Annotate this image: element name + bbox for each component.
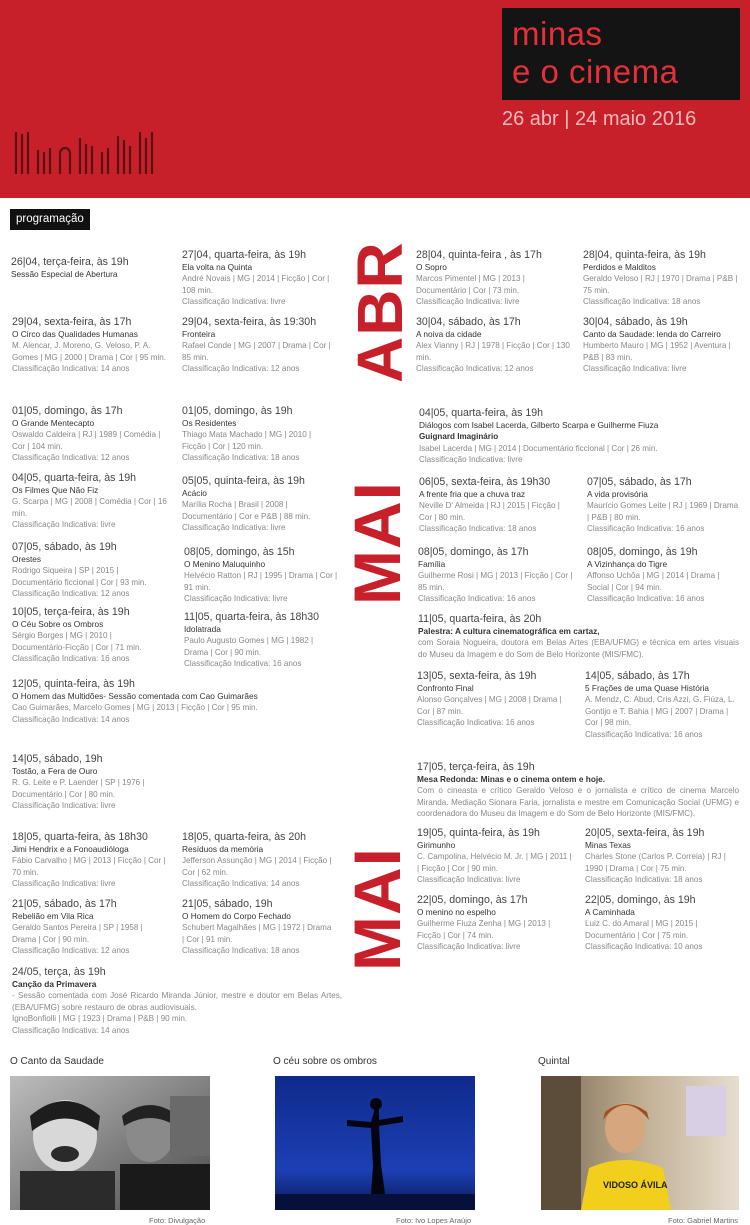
programacao-label: programação (10, 209, 90, 230)
event-detail-line: Classificação Indicativa: 12 anos (12, 589, 130, 599)
event-detail-line: com Soraia Nogueira, doutora em Belas Artes (EBA/UFMG) e técnica em artes visuais do Museu da Imagem e do Som de Belo Horizonte (MIS/FMC). (418, 638, 739, 659)
event-title: O Homem do Corpo Fechado (182, 911, 291, 921)
event-detail-line: Luiz C. do Amaral | MG | 2015 | (585, 919, 698, 929)
event-datetime: 08|05, domingo, às 17h (418, 546, 529, 558)
event-datetime: 18|05, quarta-feira, às 18h30 (12, 831, 148, 843)
event-detail-line: Rafael Conde | MG | 2007 | Drama | Cor | (182, 341, 331, 351)
event-title: Idolatrada (184, 624, 221, 634)
event-detail-line: | Ficção | Cor | 90 min. (417, 863, 498, 873)
event-detail-line: Guilherme Fiuza Zenha | MG | 2013 | (417, 919, 551, 929)
event-32 (417, 761, 739, 820)
event-datetime: 10|05, terça-feira, às 19h (12, 606, 130, 618)
event-datetime: 24/05, terça, às 19h (12, 966, 106, 978)
event-title: Confronto Final (417, 683, 474, 693)
event-datetime: 05|05, quinta-feira, às 19h (182, 475, 305, 487)
event-detail-line: Classificação Indicativa: 12 anos (12, 453, 130, 463)
event-detail-line: Classificação Indicativa: livre (583, 364, 687, 374)
event-datetime: 27|04, quarta-feira, às 19h (182, 249, 307, 261)
event-title: Canção da Primavera (12, 979, 97, 989)
photo-caption-3: Quintal (538, 1056, 570, 1067)
event-15 (12, 606, 170, 665)
event-detail-line: Classificação Indicativa: livre (182, 523, 286, 533)
event-detail-line: 91 min. (184, 582, 211, 592)
event-30 (182, 898, 338, 957)
event-detail-line: Classificação Indicativa: 14 anos (12, 714, 130, 724)
event-3 (12, 316, 172, 375)
event-13 (12, 541, 170, 600)
event-datetime: 17|05, terça-feira, às 19h (417, 761, 535, 773)
event-detail-line: Classificação Indicativa: 16 anos (585, 729, 703, 739)
photo-caption-1: O Canto da Saudade (10, 1056, 104, 1067)
event-title: Família (418, 559, 446, 569)
event-detail-line: A. Mendz, C. Abud, Cris Azzi, G. Fiúza, L. (585, 695, 735, 705)
event-detail-line: Classificação Indicativa: livre (417, 942, 521, 952)
event-datetime: 30|04, sábado, às 17h (416, 316, 521, 328)
event-detail-line: Classificação Indicativa: livre (416, 297, 520, 307)
event-datetime: 29|04, sexta-feira, às 19:30h (182, 316, 317, 328)
event-title: Jimi Hendrix e a Fonoaudióloga (12, 844, 129, 854)
event-detail-line: Classificação Indicativa: livre (12, 520, 116, 530)
event-detail-line: Geraldo Veloso | RJ | 1970 | Drama | P&B | (583, 274, 738, 284)
event-detail-line: Marília Rocha | Brasil | 2008 | (182, 500, 288, 510)
event-detail-line: Classificação Indicativa: 18 anos (585, 875, 703, 885)
event-25 (585, 670, 739, 740)
event-detail-line: Affonso Uchôa | MG | 2014 | Drama | (587, 571, 720, 581)
event-detail-line: Classificação Indicativa: 10 anos (585, 942, 703, 952)
event-title: A frente fria que a chuva traz (419, 489, 526, 499)
event-16 (184, 611, 340, 670)
event-23 (418, 613, 739, 660)
event-detail-line: | P&B | 80 min. (587, 512, 641, 522)
event-detail-line: Neville D' Almeida | RJ | 2015 | Ficção | (419, 501, 560, 511)
festival-dates: 26 abr | 24 maio 2016 (502, 108, 697, 130)
event-detail-line: Classificação Indicativa: 18 anos (182, 453, 300, 463)
event-detail-line: 108 min. (182, 285, 214, 295)
event-datetime: 13|05, sexta-feira, às 19h (417, 670, 537, 682)
title-box (502, 8, 740, 100)
event-detail-line: C. Campolina, Helvécio M. Jr. | MG | 2011 | (417, 852, 572, 862)
event-detail-line: M. Alencar, J. Moreno, G. Veloso, P. A. (12, 341, 151, 351)
event-datetime: 07|05, sábado, às 17h (587, 476, 692, 488)
event-title: Diálogos com Isabel Lacerda, Gilberto Scarpa e Guilherme Fiuza (419, 420, 659, 430)
event-detail-line: G. Scarpa | MG | 2008 | Comédia | Cor | 16 (12, 497, 167, 507)
event-27 (12, 831, 170, 890)
event-detail-line: Geraldo Santos Pereira | SP | 1958 | (12, 923, 143, 933)
event-datetime: 20|05, sexta-feira, às 19h (585, 827, 705, 839)
event-detail-line: Classificação Indicativa: livre (12, 801, 116, 811)
event-title: Os Filmes Que Não Fiz (12, 485, 99, 495)
event-detail-line: IgnoBonfiolli | MG | 1923 | Drama | P&B | 90 min. (12, 1014, 188, 1024)
event-detail-line: Documentário-Ficção | Cor | 71 min. (12, 642, 142, 652)
event-datetime: 01|05, domingo, às 19h (182, 405, 293, 417)
event-31 (12, 966, 342, 1036)
month-label-mai-1: MAI (340, 481, 414, 605)
event-detail-line: P&B | 83 min. (583, 352, 633, 362)
event-datetime: 21|05, sábado, 19h (182, 898, 273, 910)
event-detail-line: Ficção | Cor | 120 min. (182, 441, 264, 451)
event-datetime: 21|05, sábado, às 17h (12, 898, 117, 910)
event-title: Fronteira (182, 329, 216, 339)
event-detail-line: Isabel Lacerda | MG | 2014 | Documentário ficcional | Cor | 26 min. (419, 443, 658, 453)
event-detail-line: Classificação Indicativa: 12 anos (416, 364, 534, 374)
event-detail-line: Classificação Indicativa: 18 anos (419, 524, 537, 534)
event-detail-line: Classificação Indicativa: 16 anos (587, 594, 705, 604)
event-detail-line: Classificação Indicativa: 16 anos (184, 659, 302, 669)
event-title: Resíduos da memória (182, 844, 264, 854)
event-5 (416, 249, 572, 308)
event-detail-line: Sérgio Borges | MG | 2010 | (12, 631, 112, 641)
month-label-abr: ABR (344, 241, 416, 383)
event-7 (416, 316, 572, 375)
event-title: O Menino Maluquinho (184, 559, 266, 569)
event-detail-line: Guignard Imaginário (419, 432, 499, 442)
event-detail-line: Classificação Indicativa: livre (417, 875, 521, 885)
event-1 (11, 256, 171, 280)
event-detail-line: Classificação Indicativa: livre (419, 455, 523, 465)
event-detail-line: Classificação Indicativa: 16 anos (12, 654, 130, 664)
photo-quintal (541, 1076, 739, 1210)
film-strip-logo (12, 128, 162, 178)
photo-canto-da-saudade (10, 1076, 210, 1210)
event-title: O Céu Sobre os Ombros (12, 619, 104, 629)
event-26 (12, 753, 170, 812)
event-detail-line: André Novais | MG | 2014 | Ficção | Cor | (182, 274, 330, 284)
event-29 (12, 898, 170, 957)
event-title: Sessão Especial de Abertura (11, 269, 118, 279)
event-detail-line: Marcos Pimentel | MG | 2013 | (416, 274, 525, 284)
event-35 (417, 894, 577, 953)
event-title: Acácio (182, 488, 207, 498)
event-28 (182, 831, 338, 890)
photo-shirt-text: VIDOSO ÁVILA (603, 1180, 668, 1190)
event-detail-line: Documentário | Cor e P&B | 88 min. (182, 511, 311, 521)
event-detail-line: Drama | Cor | 90 min. (12, 934, 90, 944)
event-datetime: 28|04, quinta-feira , às 17h (416, 249, 542, 261)
photo-ceu-sobre-os-ombros (275, 1076, 475, 1210)
header-banner (0, 0, 750, 198)
event-detail-line: Classificação Indicativa: livre (182, 297, 286, 307)
event-detail-line: Cor | 62 min. (182, 867, 229, 877)
event-title: 5 Frações de uma Quase História (585, 683, 710, 693)
event-detail-line: Alonso Gonçalves | MG | 2008 | Drama | (417, 695, 562, 705)
event-datetime: 11|05, quarta-feira, às 20h (418, 613, 542, 625)
event-detail-line: 75 min. (583, 285, 610, 295)
event-datetime: 11|05, quarta-feira, às 18h30 (184, 611, 320, 623)
event-11 (12, 472, 170, 531)
event-9 (12, 405, 170, 464)
event-detail-line: Classificação Indicativa: 14 anos (12, 364, 130, 374)
event-detail-line: Classificação Indicativa: 12 anos (12, 946, 130, 956)
event-detail-line: Documentário | Cor | 75 min. (585, 930, 689, 940)
event-datetime: 08|05, domingo, às 19h (587, 546, 698, 558)
event-33 (417, 827, 577, 886)
event-detail-line: - Sessão comentada com José Ricardo Miranda Júnior, mestre e doutor em Belas Artes, (EBA/UFMG) sobre restauro de obras audiovisuais. (12, 991, 342, 1012)
event-detail-line: Charles Stone (Carlos P. Correia) | RJ | (585, 852, 726, 862)
event-title: A Caminhada (585, 907, 635, 917)
event-datetime: 14|05, sábado, 19h (12, 753, 103, 765)
event-title: Palestra: A cultura cinematográfica em cartaz, (418, 626, 600, 636)
event-8 (583, 316, 739, 375)
event-datetime: 22|05, domingo, às 19h (585, 894, 696, 906)
event-detail-line: 70 min. (12, 867, 39, 877)
event-detail-line: Classificação Indicativa: 12 anos (182, 364, 300, 374)
event-detail-line: 85 min. (418, 582, 445, 592)
event-detail-line: Documentário | Cor | 80 min. (12, 789, 116, 799)
event-detail-line: Alex Vianny | RJ | 1978 | Ficção | Cor | 130 (416, 341, 570, 351)
event-detail-line: R. G. Leite e P. Laender | SP | 1976 | (12, 778, 145, 788)
event-34 (585, 827, 739, 886)
event-detail-line: Classificação Indicativa: 18 anos (583, 297, 701, 307)
event-detail-line: Classificação Indicativa: 14 anos (182, 879, 300, 889)
event-detail-line: Documentário ficcional | Cor | 93 min. (12, 577, 147, 587)
event-title: Minas Texas (585, 840, 631, 850)
event-detail-line: Guilherme Rosi | MG | 2013 | Ficção | Cor | (418, 571, 573, 581)
event-detail-line: Documentário | Cor | 73 min. (416, 285, 520, 295)
event-datetime: 29|04, sexta-feira, às 17h (12, 316, 132, 328)
event-datetime: 19|05, quinta-feira, às 19h (417, 827, 540, 839)
event-title: Tostão, a Fera de Ouro (12, 766, 98, 776)
event-datetime: 04|05, quarta-feira, às 19h (12, 472, 137, 484)
event-title: O Grande Mentecapto (12, 418, 95, 428)
photo-credit-3: Foto: Gabriel Martins (668, 1216, 739, 1225)
event-title: Perdidos e Malditos (583, 262, 656, 272)
event-22 (587, 546, 739, 605)
event-detail-line: Cor | 104 min. (12, 441, 63, 451)
event-detail-line: min. (416, 352, 432, 362)
event-datetime: 06|05, sexta-feira, às 19h30 (419, 476, 551, 488)
event-datetime: 07|05, sábado, às 19h (12, 541, 117, 553)
event-36 (585, 894, 739, 953)
event-detail-line: Drama | Cor | 90 min. (184, 647, 262, 657)
event-datetime: 12|05, quinta-feira, às 19h (12, 678, 135, 690)
event-detail-line: Classificação Indicativa: 18 anos (182, 946, 300, 956)
event-detail-line: 1990 | Drama | Cor | 75 min. (585, 863, 687, 873)
event-title: Rebelião em Vila Rica (12, 911, 94, 921)
event-detail-line: Humberto Mauro | MG | 1952 | Aventura | (583, 341, 731, 351)
event-detail-line: Thiago Mata Machado | MG | 2010 | (182, 430, 312, 440)
event-4 (182, 316, 338, 375)
event-datetime: 28|04, quinta-feira, às 19h (583, 249, 706, 261)
event-datetime: 14|05, sábado, às 17h (585, 670, 690, 682)
event-detail-line: min. (12, 508, 28, 518)
event-datetime: 22|05, domingo, às 17h (417, 894, 528, 906)
event-detail-line: Ficção | Cor | 74 min. (417, 930, 494, 940)
event-detail-line: Cao Guimarães, Marcelo Gomes | MG | 2013 | Ficção | Cor | 95 min. (12, 703, 258, 713)
event-6 (583, 249, 739, 308)
event-14 (184, 546, 340, 605)
event-datetime: 08|05, domingo, às 15h (184, 546, 295, 558)
event-24 (417, 670, 577, 729)
event-datetime: 30|04, sábado, às 19h (583, 316, 688, 328)
event-detail-line: | Cor | 91 min. (182, 934, 233, 944)
event-detail-line: Jefferson Assunção | MG | 2014 | Ficção | (182, 856, 332, 866)
event-2 (182, 249, 340, 308)
event-title: A Vizinhança do Tigre (587, 559, 668, 569)
event-detail-line: Gontijo e T. Bahia | MG | 2007 | Drama | (585, 706, 729, 716)
event-detail-line: Classificação Indicativa: 16 anos (418, 594, 536, 604)
event-title: Girimunho (417, 840, 456, 850)
event-detail-line: Classificação Indicativa: 14 anos (12, 1025, 130, 1035)
event-title: A noiva da cidade (416, 329, 482, 339)
event-datetime: 04|05, quarta-feira, às 19h (419, 407, 544, 419)
event-21 (418, 546, 578, 605)
event-17 (12, 678, 342, 725)
event-18 (419, 407, 739, 466)
event-detail-line: Classificação Indicativa: livre (184, 594, 288, 604)
event-title: Ela volta na Quinta (182, 262, 253, 272)
event-10 (182, 405, 338, 464)
title-line-2: e o cinema (512, 53, 679, 90)
event-title: O Homem das Multidões- Sessão comentada com Cao Guimarães (12, 691, 258, 701)
event-detail-line: Maurício Gomes Leite | RJ | 1969 | Drama (587, 501, 739, 511)
event-datetime: 01|05, domingo, às 17h (12, 405, 123, 417)
event-detail-line: Cor | 87 min. (417, 706, 464, 716)
event-title: Mesa Redonda: Minas e o cinema ontem e hoje. (417, 774, 606, 784)
event-detail-line: 85 min. (182, 352, 209, 362)
event-detail-line: Classificação Indicativa: livre (12, 879, 116, 889)
event-detail-line: Rodrigo Siqueira | SP | 2015 | (12, 566, 119, 576)
event-detail-line: Paulo Augusto Gomes | MG | 1982 | (184, 636, 314, 646)
event-detail-line: Classificação Indicativa: 16 anos (417, 718, 535, 728)
event-datetime: 18|05, quarta-feira, às 20h (182, 831, 307, 843)
event-19 (419, 476, 579, 535)
event-title: Orestes (12, 554, 42, 564)
event-title: Canto da Saudade: lenda do Carreiro (583, 329, 721, 339)
event-20 (587, 476, 739, 535)
event-datetime: 26|04, terça-feira, às 19h (11, 256, 129, 268)
month-label-mai-2: MAI (340, 847, 414, 971)
event-detail-line: Helvécio Ratton | RJ | 1995 | Drama | Cor | (184, 571, 338, 581)
event-detail-line: Schubert Magalhães | MG | 1972 | Drama (182, 923, 332, 933)
event-title: O menino no espelho (417, 907, 496, 917)
event-detail-line: Gomes | MG | 2000 | Drama | Cor | 95 min. (12, 352, 166, 362)
event-detail-line: Cor | 80 min. (419, 512, 466, 522)
event-detail-line: Cor | 98 min. (585, 718, 632, 728)
photo-credit-1: Foto: Divulgação (149, 1216, 206, 1225)
event-detail-line: Oswaldo Caldeira | RJ | 1989 | Comédia | (12, 430, 161, 440)
event-12 (182, 475, 338, 534)
event-detail-line: Social | Cor | 94 min. (587, 582, 662, 592)
event-title: A vida provisória (587, 489, 648, 499)
event-title: O Sopro (416, 262, 447, 272)
event-detail-line: Fábio Carvalho | MG | 2013 | Ficção | Cor | (12, 856, 166, 866)
photo-caption-2: O céu sobre os ombros (273, 1056, 377, 1067)
photo-credit-2: Foto: Ivo Lopes Araújo (396, 1216, 472, 1225)
event-title: O Circo das Qualidades Humanas (12, 329, 138, 339)
event-title: Os Residentes (182, 418, 237, 428)
event-detail-line: Classificação Indicativa: 16 anos (587, 524, 705, 534)
title-line-1: minas (512, 15, 603, 52)
event-detail-line: Com o cineasta e crítico Geraldo Veloso e o jornalista e crítico de cinema Marcelo Miranda. Mediação Sionara Faria, jornalista e mestre em Comunicação Social (UFMG) e coordenadora do Museu da Imagem e do Som de Belo Horizonte (MIS/FMC). (417, 786, 739, 819)
